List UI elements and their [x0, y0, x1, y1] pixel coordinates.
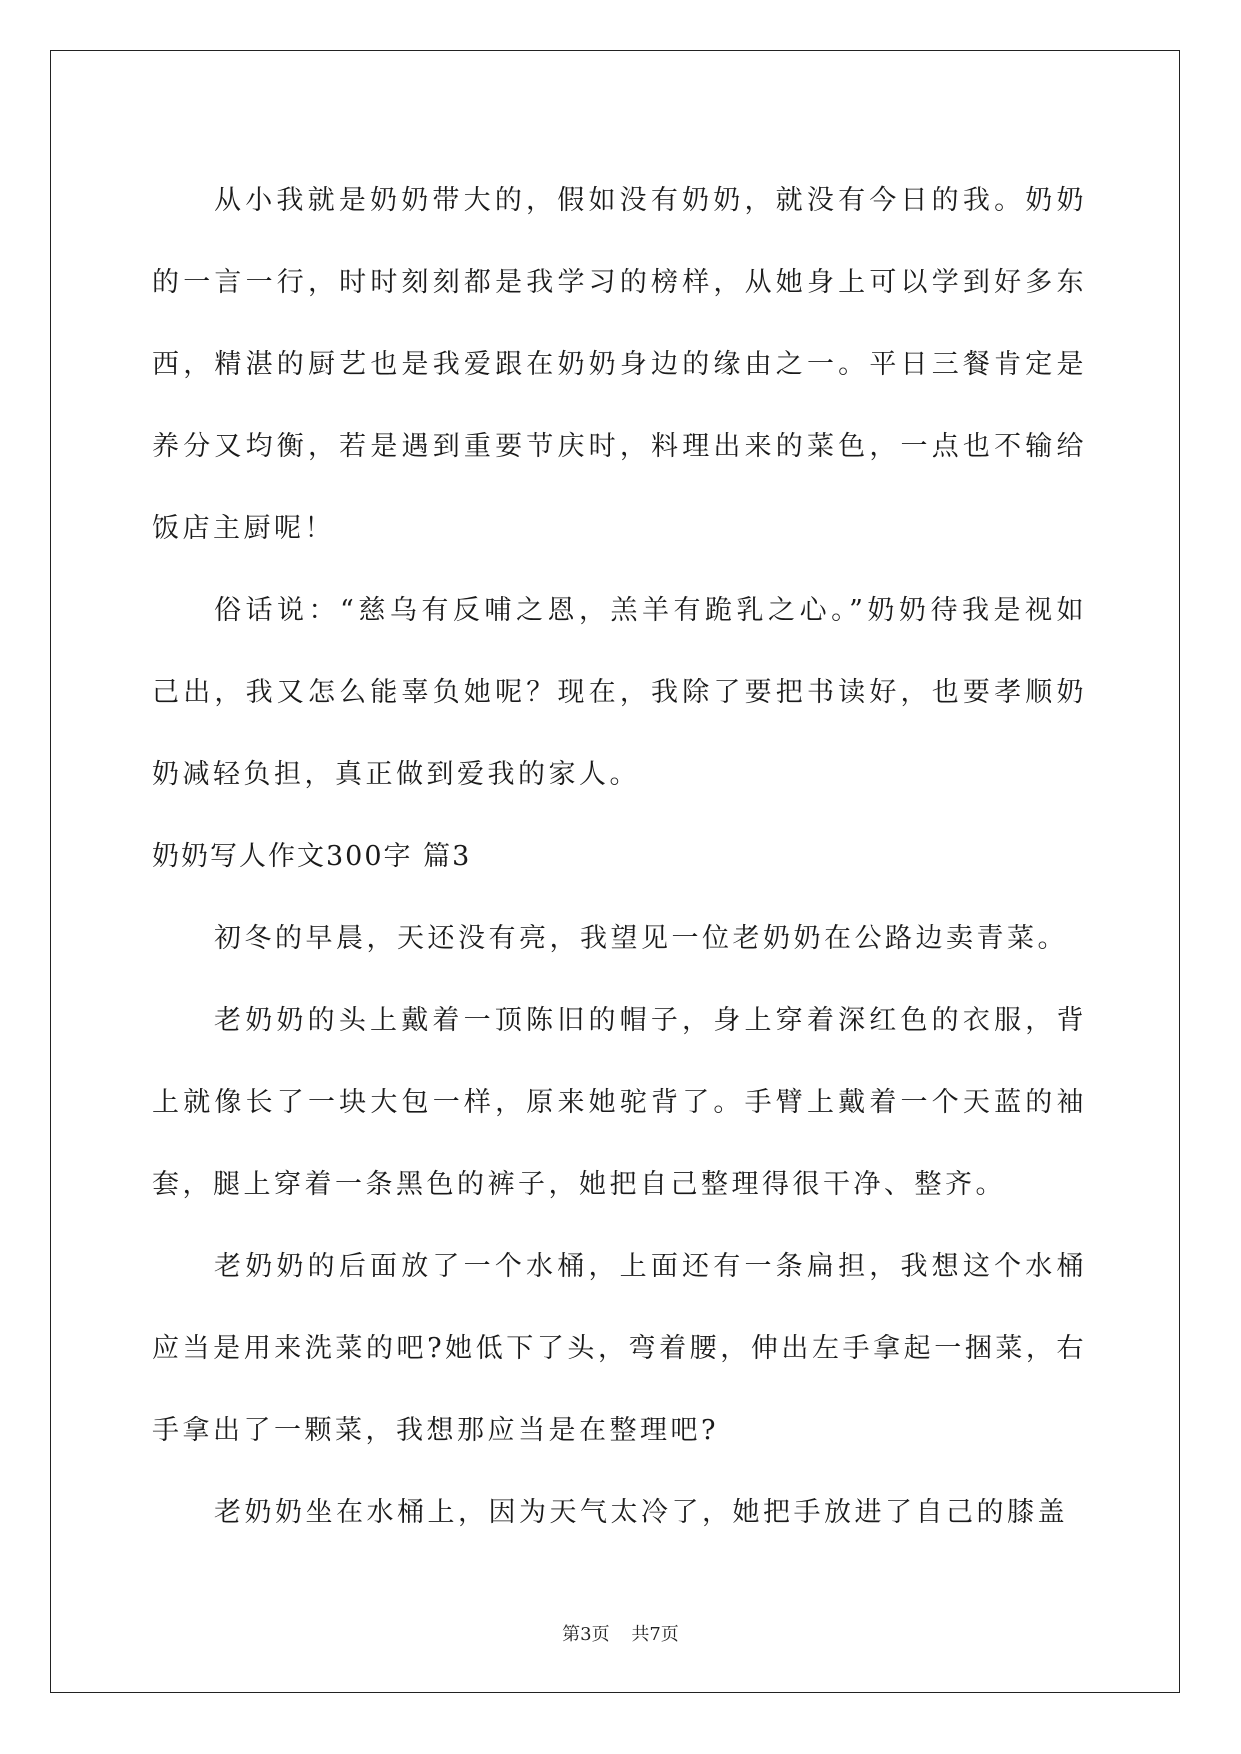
total-page-count: 共7页	[631, 1624, 679, 1645]
paragraph: 老奶奶坐在水桶上，因为天气太冷了，她把手放进了自己的膝盖	[214, 1497, 1068, 1528]
paragraph: 初冬的早晨，天还没有亮，我望见一位老奶奶在公路边卖青菜。	[214, 923, 1068, 954]
paragraph: 从小我就是奶奶带大的，假如没有奶奶，就没有今日的我。奶奶的一言一行，时时刻刻都是我学习的榜样，从她身上可以学到好多东西，精湛的厨艺也是我爱跟在奶奶身边的缘由之一。平日三餐肯定是养分又均衡，若是遇到重要节庆时，料理出来的菜色，一点也不输给饭店主厨呢！	[152, 185, 1087, 544]
page-footer	[0, 1620, 1241, 1646]
paragraph: 老奶奶的头上戴着一顶陈旧的帽子，身上穿着深红色的衣服，背上就像长了一块大包一样，原来她驼背了。手臂上戴着一个天蓝的袖套，腿上穿着一条黑色的裤子，她把自己整理得很干净、整齐。	[152, 1005, 1087, 1200]
document-body	[152, 160, 1087, 1554]
current-page-number: 第3页	[562, 1624, 610, 1645]
section-heading: 奶奶写人作文300字 篇3	[152, 841, 472, 872]
paragraph: 老奶奶的后面放了一个水桶，上面还有一条扁担，我想这个水桶应当是用来洗菜的吧?她低下了头，弯着腰，伸出左手拿起一捆菜，右手拿出了一颗菜，我想那应当是在整理吧?	[152, 1251, 1087, 1446]
paragraph: 俗话说：“慈乌有反哺之恩，羔羊有跪乳之心。”奶奶待我是视如己出，我又怎么能辜负她呢？现在，我除了要把书读好，也要孝顺奶奶减轻负担，真正做到爱我的家人。	[152, 595, 1087, 790]
